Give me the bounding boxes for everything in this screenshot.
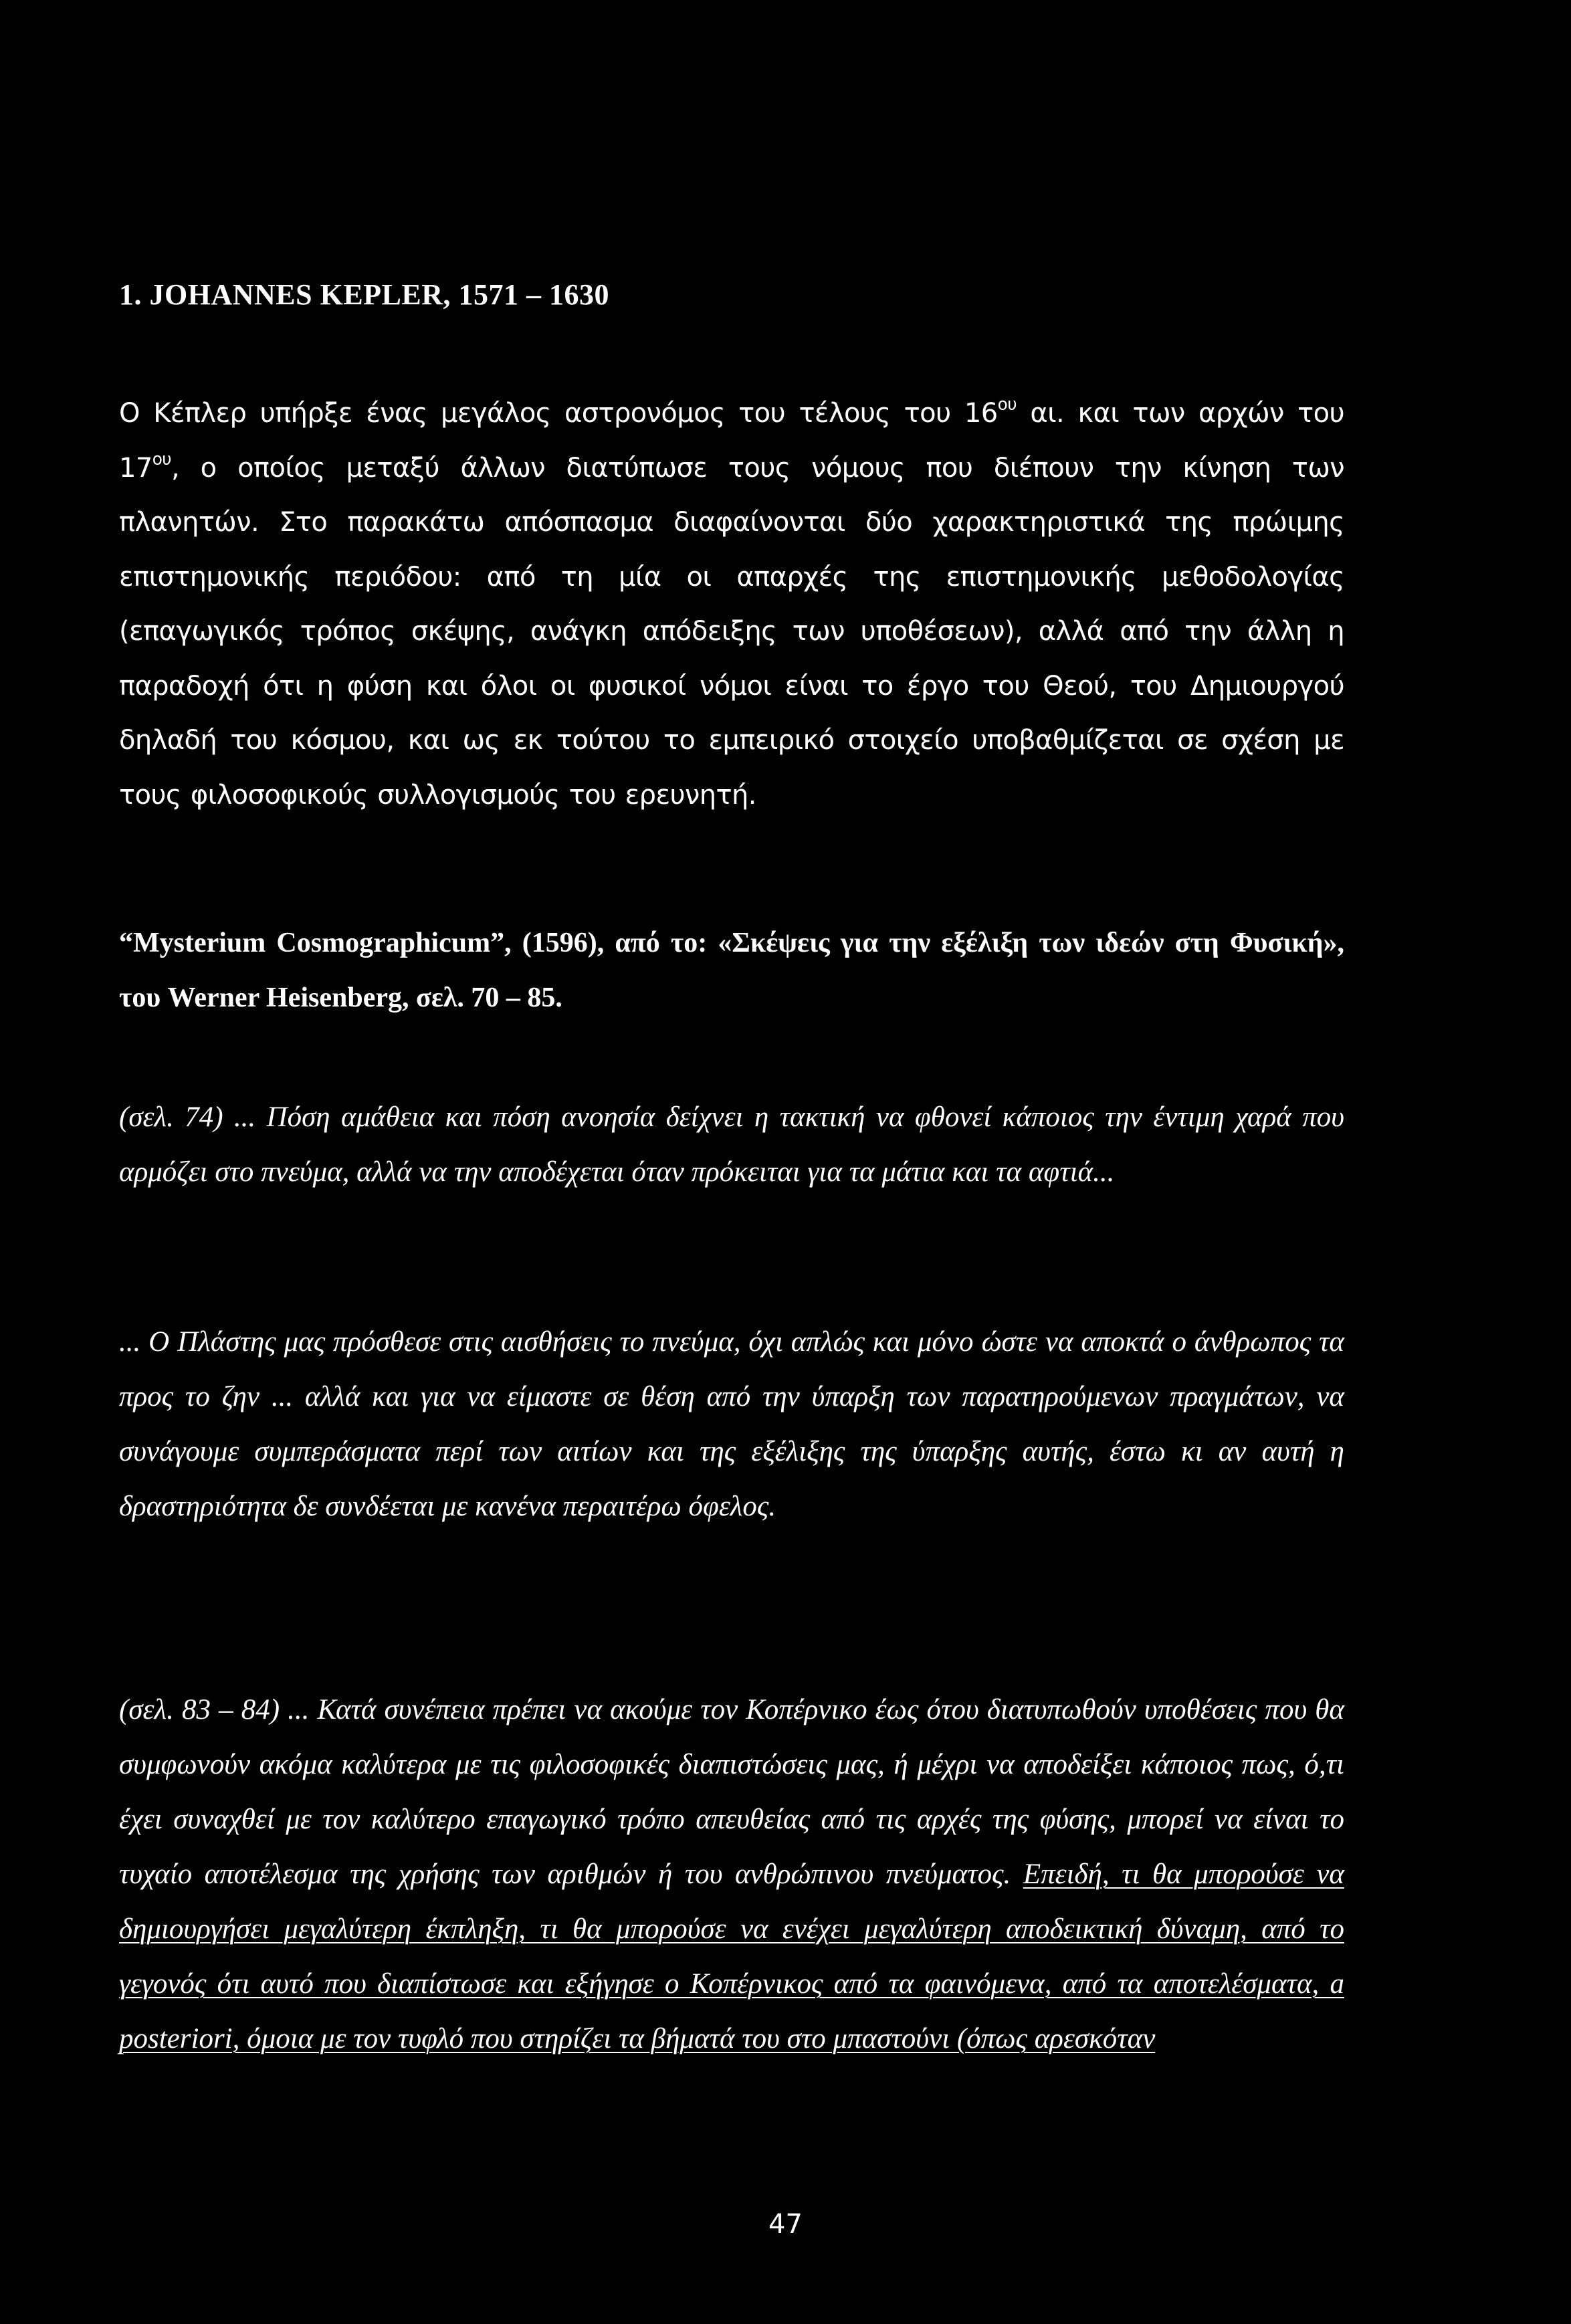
quote-paragraph-1: (σελ. 74) ... Πόση αμάθεια και πόση ανοησία δείχνει η τακτική να φθονεί κάποιος την έντιμη χαρά που αρμόζει στο πνεύμα, αλλά να την αποδέχεται όταν πρόκειται για τα μάτια και τα αφτιά... (119, 1101, 1344, 1188)
quote-paragraph-2: ... Ο Πλάστης μας πρόσθεσε στις αισθήσεις το πνεύμα, όχι απλώς και μόνο ώστε να αποκτά ο άνθρωπος τα προς το ζην ... αλλά και για να είμαστε σε θέση από την ύπαρξη των παρατηρούμενων πραγμάτων, να συνάγουμε συμπεράσματα περί των αιτίων και της εξέλιξης της ύπαρξης αυτής, έστω κι αν αυτή η δραστηριότητα δε συνδέεται με κανένα περαιτέρω όφελος. (119, 1326, 1344, 1522)
intro-superscript-2: ου (152, 448, 172, 468)
quote-3-text-part-1: (σελ. 83 – 84) ... Κατά συνέπεια πρέπει να ακούμε τον Κοπέρνικο έως ότου διατυπωθούν υποθέσεις που θα συμφωνούν ακόμα καλύτερα με τις φιλοσοφικές διαπιστώσεις μας, ή μέχρι να αποδείξει κάποιος πως, ό,τι έχει συναχθεί με τον καλύτερο επαγωγικό τρόπο απευθείας από τις αρχές της φύσης, μπορεί να είναι το τυχαίο αποτέλεσμα της χρήσης των αριθμών ή του ανθρώπινου πνεύματος. (119, 1694, 1344, 1890)
intro-text-part-3: , ο οποίος μεταξύ άλλων διατύπωσε τους νόμους που διέπουν την κίνηση των πλανητών. Στο παρακάτω απόσπασμα διαφαίνονται δύο χαρακτηριστικά της πρώιμης επιστημονικής περιόδου: από τη μία οι απαρχές της επιστημονικής μεθοδολογίας (επαγωγικός τρόπος σκέψης, ανάγκη απόδειξης των υποθέσεων), αλλά από την άλλη η παραδοχή ότι η φύση και όλοι οι φυσικοί νόμοι είναι το έργο του Θεού, του Δημιουργού δηλαδή του κόσμου, και ως εκ τούτου το εμπειρικό στοιχείο υποβαθμίζεται σε σχέση με τους φιλοσοφικούς συλλογισμούς του ερευνητή. (119, 452, 1344, 811)
intro-paragraph (119, 387, 1344, 823)
source-citation: “Mysterium Cosmographicum”, (1596), από το: «Σκέψεις για την εξέλιξη των ιδεών στη Φυσική», του Werner Heisenberg, σελ. 70 – 85. (119, 928, 1344, 1013)
quote-3-underlined-text: Επειδή, τι θα μπορούσε να δημιουργήσει μεγαλύτερη έκπληξη, τι θα μπορούσε να ενέχει μεγαλύτερη αποδεικτική δύναμη, από το γεγονός ότι αυτό που διαπίστωσε και εξήγησε ο Κοπέρνικος από τα φαινόμενα, από τα αποτελέσματα, a posteriori, όμοια με τον τυφλό που στηρίζει τα βήματά του στο μπαστούνι (όπως αρεσκόταν (119, 1859, 1344, 2054)
intro-text-part-1: Ο Κέπλερ υπήρξε ένας μεγάλος αστρονόμος του τέλους του 16 (119, 398, 998, 429)
section-heading: 1. JOHANNES KEPLER, 1571 – 1630 (119, 278, 610, 311)
quote-paragraph-3 (119, 1683, 1344, 2067)
intro-superscript-1: ου (997, 394, 1017, 414)
intro-text-part-2: αι. και των αρχών του 17 (119, 398, 1344, 484)
page-number: 47 (768, 2209, 803, 2240)
